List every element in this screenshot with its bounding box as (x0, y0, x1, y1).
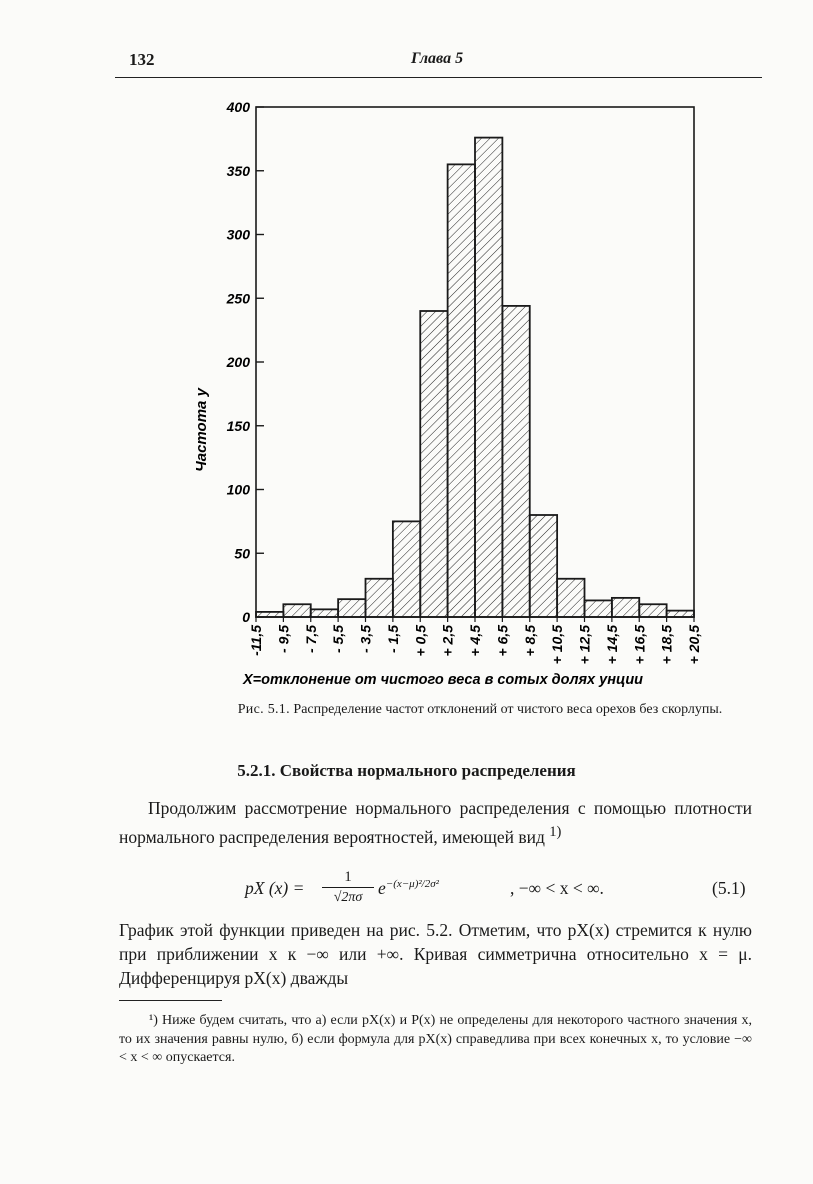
y-axis-label: Частота у (193, 388, 210, 472)
footnote-rule (119, 1000, 222, 1001)
y-tick-label: 0 (242, 609, 250, 625)
x-tick-label: - 9,5 (275, 625, 292, 654)
y-tick-label: 350 (226, 162, 250, 179)
histogram-bar (585, 600, 612, 617)
histogram-bar (420, 311, 447, 617)
y-tick-label: 50 (234, 545, 250, 562)
formula-numerator: 1 (344, 869, 352, 885)
x-tick-label: + 20,5 (686, 625, 702, 665)
x-tick-label: + 10,5 (549, 625, 566, 665)
page-number: 132 (129, 50, 155, 69)
formula-fraction (322, 868, 374, 907)
histogram-bar (667, 611, 694, 617)
histogram-bar (311, 609, 338, 617)
formula-lhs: pX (x) = (245, 878, 305, 898)
equation-5-1 (0, 868, 813, 918)
x-tick-label: - 7,5 (302, 625, 319, 654)
x-tick-label: - 1,5 (384, 625, 401, 654)
x-tick-label: -11,5 (248, 625, 264, 656)
x-tick-label: + 4,5 (467, 625, 483, 657)
histogram-bar (639, 604, 666, 617)
paragraph-1 (119, 796, 752, 849)
section-title: 5.2.1. Свойства нормального распределения (237, 761, 576, 780)
x-tick-label: + 14,5 (603, 625, 620, 665)
x-axis-label: X=отклонение от чистого веса в сотых долях унции (243, 672, 644, 688)
x-tick-label: - 3,5 (357, 625, 374, 654)
x-tick-label: + 6,5 (494, 625, 511, 657)
formula-exponent: −(x−μ)²/2σ² (385, 878, 439, 891)
footnote: ¹) Ниже будем считать, что а) если pX(x) и P(x) не определены для некоторого частного значения x, то их значения равны нулю, б) если формула для pX(x) справедлива при всех конечных x, то условие −∞ < x < ∞ опускается. (119, 1013, 752, 1065)
x-tick-label: + 16,5 (631, 625, 648, 665)
formula-exp-base: e (378, 878, 386, 898)
paragraph-2: График этой функции приведен на рис. 5.2. Отметим, что pX(x) стремится к нулю при приближении x к −∞ или +∞. Кривая симметрична относительно x = μ. Дифференцируя pX(x) дважды (119, 920, 752, 988)
formula-denominator: √2πσ (333, 890, 363, 905)
histogram-bar (557, 579, 584, 617)
running-head: Глава 5 (411, 50, 464, 67)
y-tick-label: 300 (226, 226, 250, 243)
histogram-bar (475, 138, 502, 617)
y-tick-label: 250 (226, 290, 250, 307)
figure-caption-text: Распределение частот отклонений от чистого веса орехов без скорлупы. (293, 702, 723, 717)
fraction-bar (322, 887, 374, 888)
x-tick-label: + 0,5 (412, 625, 429, 657)
histogram-bar (448, 164, 475, 617)
x-tick-label: + 2,5 (439, 625, 456, 657)
footnote-ref: 1) (549, 824, 562, 840)
y-tick-label: 400 (226, 99, 250, 115)
equation-number: (5.1) (712, 878, 746, 898)
histogram-bar (283, 604, 310, 617)
histogram-bar (338, 599, 365, 617)
histogram-bar (502, 306, 529, 617)
x-tick-label: + 8,5 (521, 625, 538, 657)
histogram-bar (393, 521, 420, 617)
figure-caption (230, 701, 730, 719)
histogram-bar (530, 515, 557, 617)
histogram-bar (366, 579, 393, 617)
x-tick-label: - 5,5 (330, 625, 347, 654)
y-tick-label: 200 (226, 354, 250, 370)
histogram-bar (612, 598, 639, 617)
x-tick-label: + 12,5 (576, 625, 593, 665)
x-tick-label: + 18,5 (658, 625, 675, 665)
figure-caption-label: Рис. 5.1. (237, 702, 290, 717)
formula-range: , −∞ < x < ∞. (510, 878, 604, 898)
formula-exponential (378, 878, 439, 899)
y-tick-label: 100 (226, 481, 250, 498)
paragraph-1-text: Продолжим рассмотрение нормального распределения с помощью плотности нормального распределения вероятностей, имеющей вид (119, 798, 752, 847)
y-tick-label: 150 (226, 417, 250, 434)
